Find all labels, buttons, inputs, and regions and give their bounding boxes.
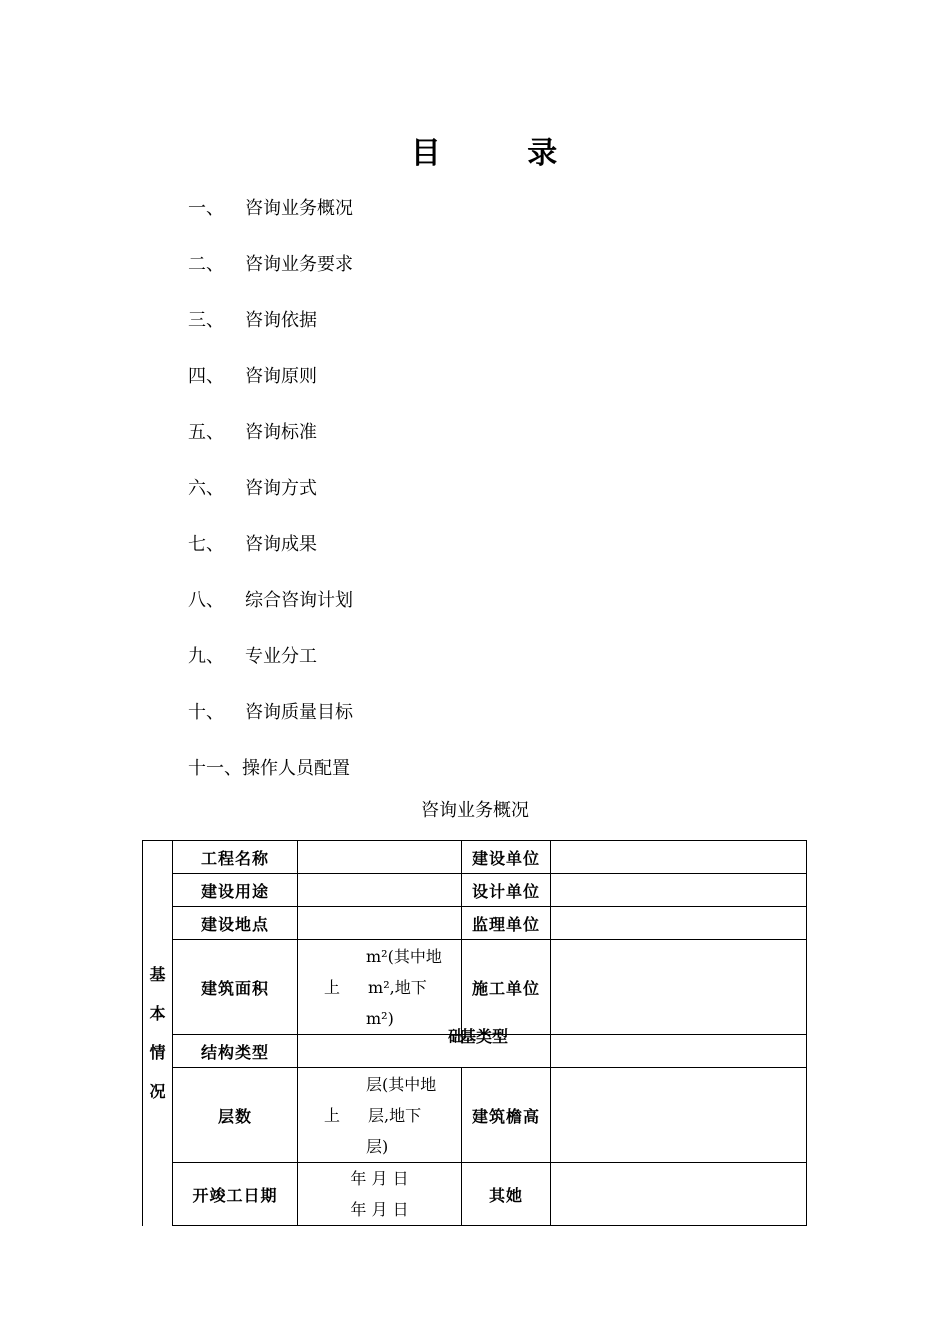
eave-height-label: 建筑檐高 bbox=[462, 1068, 551, 1163]
toc-item-label: 咨询业务概况 bbox=[245, 198, 353, 219]
toc-item-number: 七、 bbox=[188, 534, 224, 555]
toc-item[interactable] bbox=[188, 644, 353, 700]
toc-item-label: 咨询依据 bbox=[245, 310, 317, 331]
eave-height-value[interactable] bbox=[551, 1068, 807, 1163]
foundation-type-label-part: 基类型 bbox=[460, 1027, 509, 1046]
construct-unit-label: 施工单位 bbox=[462, 940, 551, 1035]
other-value[interactable] bbox=[551, 1163, 807, 1226]
build-use-label: 建设用途 bbox=[173, 874, 298, 907]
build-site-label: 建设地点 bbox=[173, 907, 298, 940]
toc-item[interactable] bbox=[188, 308, 353, 364]
toc-item-label: 咨询成果 bbox=[245, 534, 317, 555]
basic-info-side-header: 基 本 情 况 bbox=[143, 841, 173, 1226]
toc-item-label: 咨询标准 bbox=[245, 422, 317, 443]
toc-item-number: 四、 bbox=[188, 366, 224, 387]
toc-item-label: 操作人员配置 bbox=[242, 758, 350, 779]
design-unit-value[interactable] bbox=[551, 874, 807, 907]
supervise-unit-value[interactable] bbox=[551, 907, 807, 940]
build-area-label: 建筑面积 bbox=[173, 940, 298, 1035]
toc-item-number: 六、 bbox=[188, 478, 224, 499]
floors-value[interactable]: 层(其中地 上 层,地下 层) bbox=[298, 1068, 462, 1163]
toc-item-label: 综合咨询计划 bbox=[245, 590, 353, 611]
toc-item[interactable] bbox=[188, 364, 353, 420]
build-unit-label: 建设单位 bbox=[462, 841, 551, 874]
table-row bbox=[143, 841, 807, 874]
toc-item-number: 五、 bbox=[188, 422, 224, 443]
toc-item[interactable] bbox=[188, 588, 353, 644]
toc-item[interactable] bbox=[188, 420, 353, 476]
table-row bbox=[143, 907, 807, 940]
build-use-value[interactable] bbox=[298, 874, 462, 907]
toc-item[interactable] bbox=[188, 196, 353, 252]
build-unit-value[interactable] bbox=[551, 841, 807, 874]
table-row bbox=[143, 874, 807, 907]
table-row bbox=[143, 940, 807, 1035]
toc-item-label: 咨询业务要求 bbox=[245, 254, 353, 275]
structure-type-label: 结构类型 bbox=[173, 1035, 298, 1068]
toc-item[interactable] bbox=[188, 532, 353, 588]
foundation-type-cell bbox=[298, 1027, 551, 1068]
construct-unit-value[interactable] bbox=[551, 940, 807, 1035]
build-site-value[interactable] bbox=[298, 907, 462, 940]
toc-item-number: 九、 bbox=[188, 646, 224, 667]
page-title: 目 录 bbox=[410, 136, 596, 171]
build-area-value[interactable]: m²(其中地 上 m²,地下 m²) bbox=[298, 940, 462, 1035]
foundation-type-label-part: 础 bbox=[448, 1027, 465, 1046]
table-row bbox=[143, 1068, 807, 1163]
start-end-date-label: 开竣工日期 bbox=[173, 1163, 298, 1226]
toc-item-number: 二、 bbox=[188, 254, 224, 275]
toc-item-number: 十、 bbox=[188, 702, 224, 723]
design-unit-label: 设计单位 bbox=[462, 874, 551, 907]
table-of-contents bbox=[188, 196, 353, 812]
supervise-unit-label: 监理单位 bbox=[462, 907, 551, 940]
toc-item[interactable] bbox=[188, 476, 353, 532]
toc-item[interactable] bbox=[188, 252, 353, 308]
start-end-date-value[interactable]: 年 月 日 年 月 日 bbox=[298, 1163, 462, 1226]
toc-item-label: 专业分工 bbox=[245, 646, 317, 667]
toc-item-label: 咨询质量目标 bbox=[245, 702, 353, 723]
table-row bbox=[143, 1035, 807, 1068]
table-row bbox=[143, 1163, 807, 1226]
toc-item-number: 三、 bbox=[188, 310, 224, 331]
toc-item-number: 十一、 bbox=[188, 758, 242, 779]
section-title: 咨询业务概况 bbox=[421, 800, 529, 821]
toc-item-label: 咨询原则 bbox=[245, 366, 317, 387]
other-label: 其她 bbox=[462, 1163, 551, 1226]
project-name-value[interactable] bbox=[298, 841, 462, 874]
toc-item-number: 一、 bbox=[188, 198, 224, 219]
floors-label: 层数 bbox=[173, 1068, 298, 1163]
toc-item-label: 咨询方式 bbox=[245, 478, 317, 499]
project-name-label: 工程名称 bbox=[173, 841, 298, 874]
foundation-type-value[interactable] bbox=[551, 1035, 807, 1068]
toc-item[interactable] bbox=[188, 700, 353, 756]
project-info-table bbox=[142, 840, 807, 1226]
toc-item-number: 八、 bbox=[188, 590, 224, 611]
